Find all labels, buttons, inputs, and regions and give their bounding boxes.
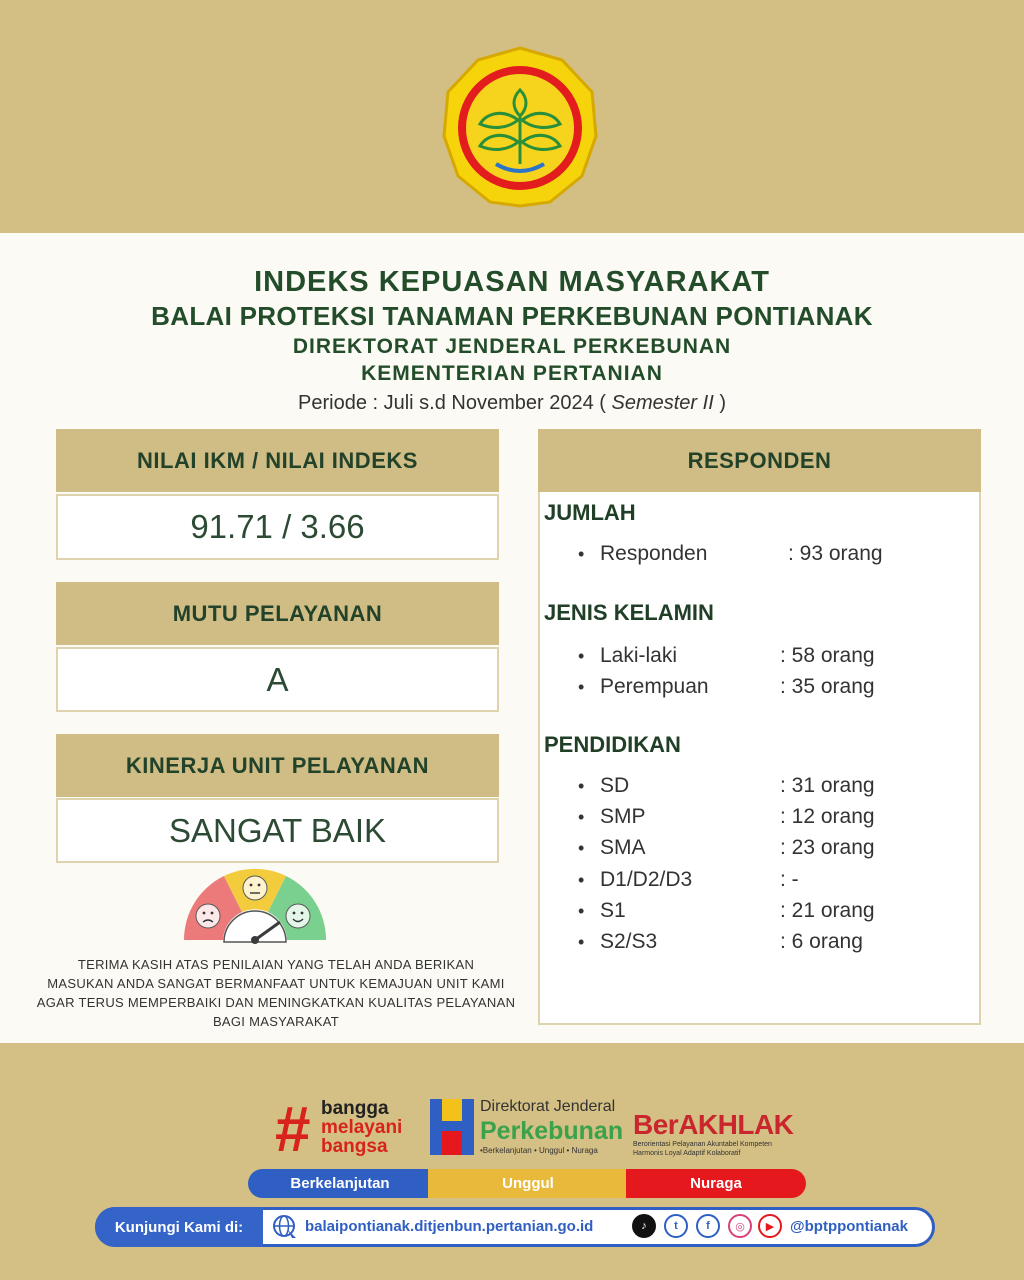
pill-berkelanjutan: Berkelanjutan xyxy=(248,1169,432,1198)
bangga-word: bangga xyxy=(321,1098,389,1119)
facebook-icon[interactable]: f xyxy=(696,1214,720,1238)
youtube-icon[interactable]: ▶ xyxy=(758,1214,782,1238)
berakhlak-line-1: Berorientasi Pelayanan Akuntabel Kompeten xyxy=(633,1141,772,1148)
row-value: : 21 orang xyxy=(780,899,875,922)
satisfaction-gauge-icon xyxy=(180,866,330,946)
row-value: : 31 orang xyxy=(780,774,875,797)
ditjen-line-2: Perkebunan xyxy=(480,1117,624,1145)
row-value: : 23 orang xyxy=(780,836,875,859)
kinerja-unit-value: SANGAT BAIK xyxy=(56,798,499,863)
bullet: • xyxy=(578,932,585,952)
periode-prefix: Periode : Juli s.d November 2024 ( xyxy=(298,392,606,414)
row-value: : 93 orang xyxy=(788,542,883,565)
title-kementerian: KEMENTERIAN PERTANIAN xyxy=(361,362,663,385)
pill-unggul: Unggul xyxy=(428,1169,628,1198)
berakhlak-title: BerAKHLAK xyxy=(633,1109,794,1140)
row-label: S1 xyxy=(600,899,626,922)
berakhlak-logo xyxy=(633,1110,813,1158)
list-item xyxy=(578,868,799,892)
thank-you-message xyxy=(16,955,536,1031)
row-value: : 6 orang xyxy=(780,930,863,953)
mutu-pelayanan-header: MUTU PELAYANAN xyxy=(56,582,499,645)
row-label: Laki-laki xyxy=(600,644,678,667)
responden-header: RESPONDEN xyxy=(538,429,981,492)
bangga-melayani-bangsa-logo xyxy=(275,1093,425,1165)
list-item xyxy=(578,542,883,566)
bangsa-word: bangsa xyxy=(321,1136,388,1157)
kementerian-pertanian-logo xyxy=(442,46,598,208)
twitter-icon[interactable]: t xyxy=(664,1214,688,1238)
row-value: : 58 orang xyxy=(780,644,875,667)
row-value: : - xyxy=(780,868,799,891)
nilai-ikm-header: NILAI IKM / NILAI INDEKS xyxy=(56,429,499,492)
periode-text xyxy=(0,392,1024,415)
thanks-line: BAGI MASYARAKAT xyxy=(212,1014,340,1029)
thanks-line: MASUKAN ANDA SANGAT BERMANFAAT UNTUK KEMAJUAN UNIT KAMI xyxy=(47,976,505,991)
row-label: SMP xyxy=(600,805,646,828)
row-label: D1/D2/D3 xyxy=(600,868,693,891)
list-item xyxy=(578,774,875,798)
list-item xyxy=(578,805,875,829)
list-item xyxy=(578,644,875,668)
list-item xyxy=(578,899,875,923)
list-item xyxy=(578,930,863,954)
ditjen-line-1: Direktorat Jenderal xyxy=(480,1098,616,1115)
title-block xyxy=(0,264,1024,387)
tiktok-icon[interactable]: ♪ xyxy=(632,1214,656,1238)
bullet: • xyxy=(578,544,585,564)
hash-symbol: # xyxy=(275,1093,311,1165)
row-label: S2/S3 xyxy=(600,930,658,953)
row-value: : 12 orang xyxy=(780,805,875,828)
title-balai: BALAI PROTEKSI TANAMAN PERKEBUNAN PONTIANAK xyxy=(151,301,873,331)
bullet: • xyxy=(578,677,585,697)
row-label: SMA xyxy=(600,836,646,859)
social-handle[interactable]: @bptppontianak xyxy=(790,1218,908,1235)
jumlah-title: JUMLAH xyxy=(544,500,636,525)
bullet: • xyxy=(578,838,585,858)
bullet: • xyxy=(578,807,585,827)
bullet: • xyxy=(578,646,585,666)
pill-nuraga: Nuraga xyxy=(626,1169,806,1198)
row-label: Perempuan xyxy=(600,675,709,698)
list-item xyxy=(578,836,875,860)
bullet: • xyxy=(578,901,585,921)
kinerja-unit-header: KINERJA UNIT PELAYANAN xyxy=(56,734,499,797)
visit-label: Kunjungi Kami di: xyxy=(95,1207,263,1247)
title-ditjen: DIREKTORAT JENDERAL PERKEBUNAN xyxy=(292,335,732,358)
ditjen-perkebunan-logo xyxy=(428,1097,476,1157)
thanks-line: TERIMA KASIH ATAS PENILAIAN YANG TELAH ANDA BERIKAN xyxy=(77,957,475,972)
row-label: Responden xyxy=(600,542,708,565)
berakhlak-line-2: Harmonis Loyal Adaptif Kolaboratif xyxy=(633,1150,741,1157)
row-label: SD xyxy=(600,774,630,797)
instagram-icon[interactable]: ◎ xyxy=(728,1214,752,1238)
periode-semester: Semester II xyxy=(611,392,714,414)
title-ikm: INDEKS KEPUASAN MASYARAKAT xyxy=(254,266,770,298)
mutu-pelayanan-value: A xyxy=(56,647,499,712)
ditjen-tagline: •Berkelanjutan • Unggul • Nuraga xyxy=(480,1146,598,1155)
nilai-ikm-value: 91.71 / 3.66 xyxy=(56,494,499,560)
thanks-line: AGAR TERUS MEMPERBAIKI DAN MENINGKATKAN KUALITAS PELAYANAN xyxy=(36,995,516,1010)
pendidikan-title: PENDIDIKAN xyxy=(544,732,681,757)
row-value: : 35 orang xyxy=(780,675,875,698)
bullet: • xyxy=(578,870,585,890)
list-item xyxy=(578,675,875,699)
jenis-kelamin-title: JENIS KELAMIN xyxy=(544,600,714,625)
periode-suffix: ) xyxy=(719,392,726,414)
ditjen-perkebunan-text xyxy=(480,1097,630,1157)
website-link[interactable]: balaipontianak.ditjenbun.pertanian.go.id xyxy=(305,1218,594,1235)
bullet: • xyxy=(578,776,585,796)
melayani-word: melayani xyxy=(321,1117,403,1138)
globe-icon xyxy=(272,1214,298,1240)
